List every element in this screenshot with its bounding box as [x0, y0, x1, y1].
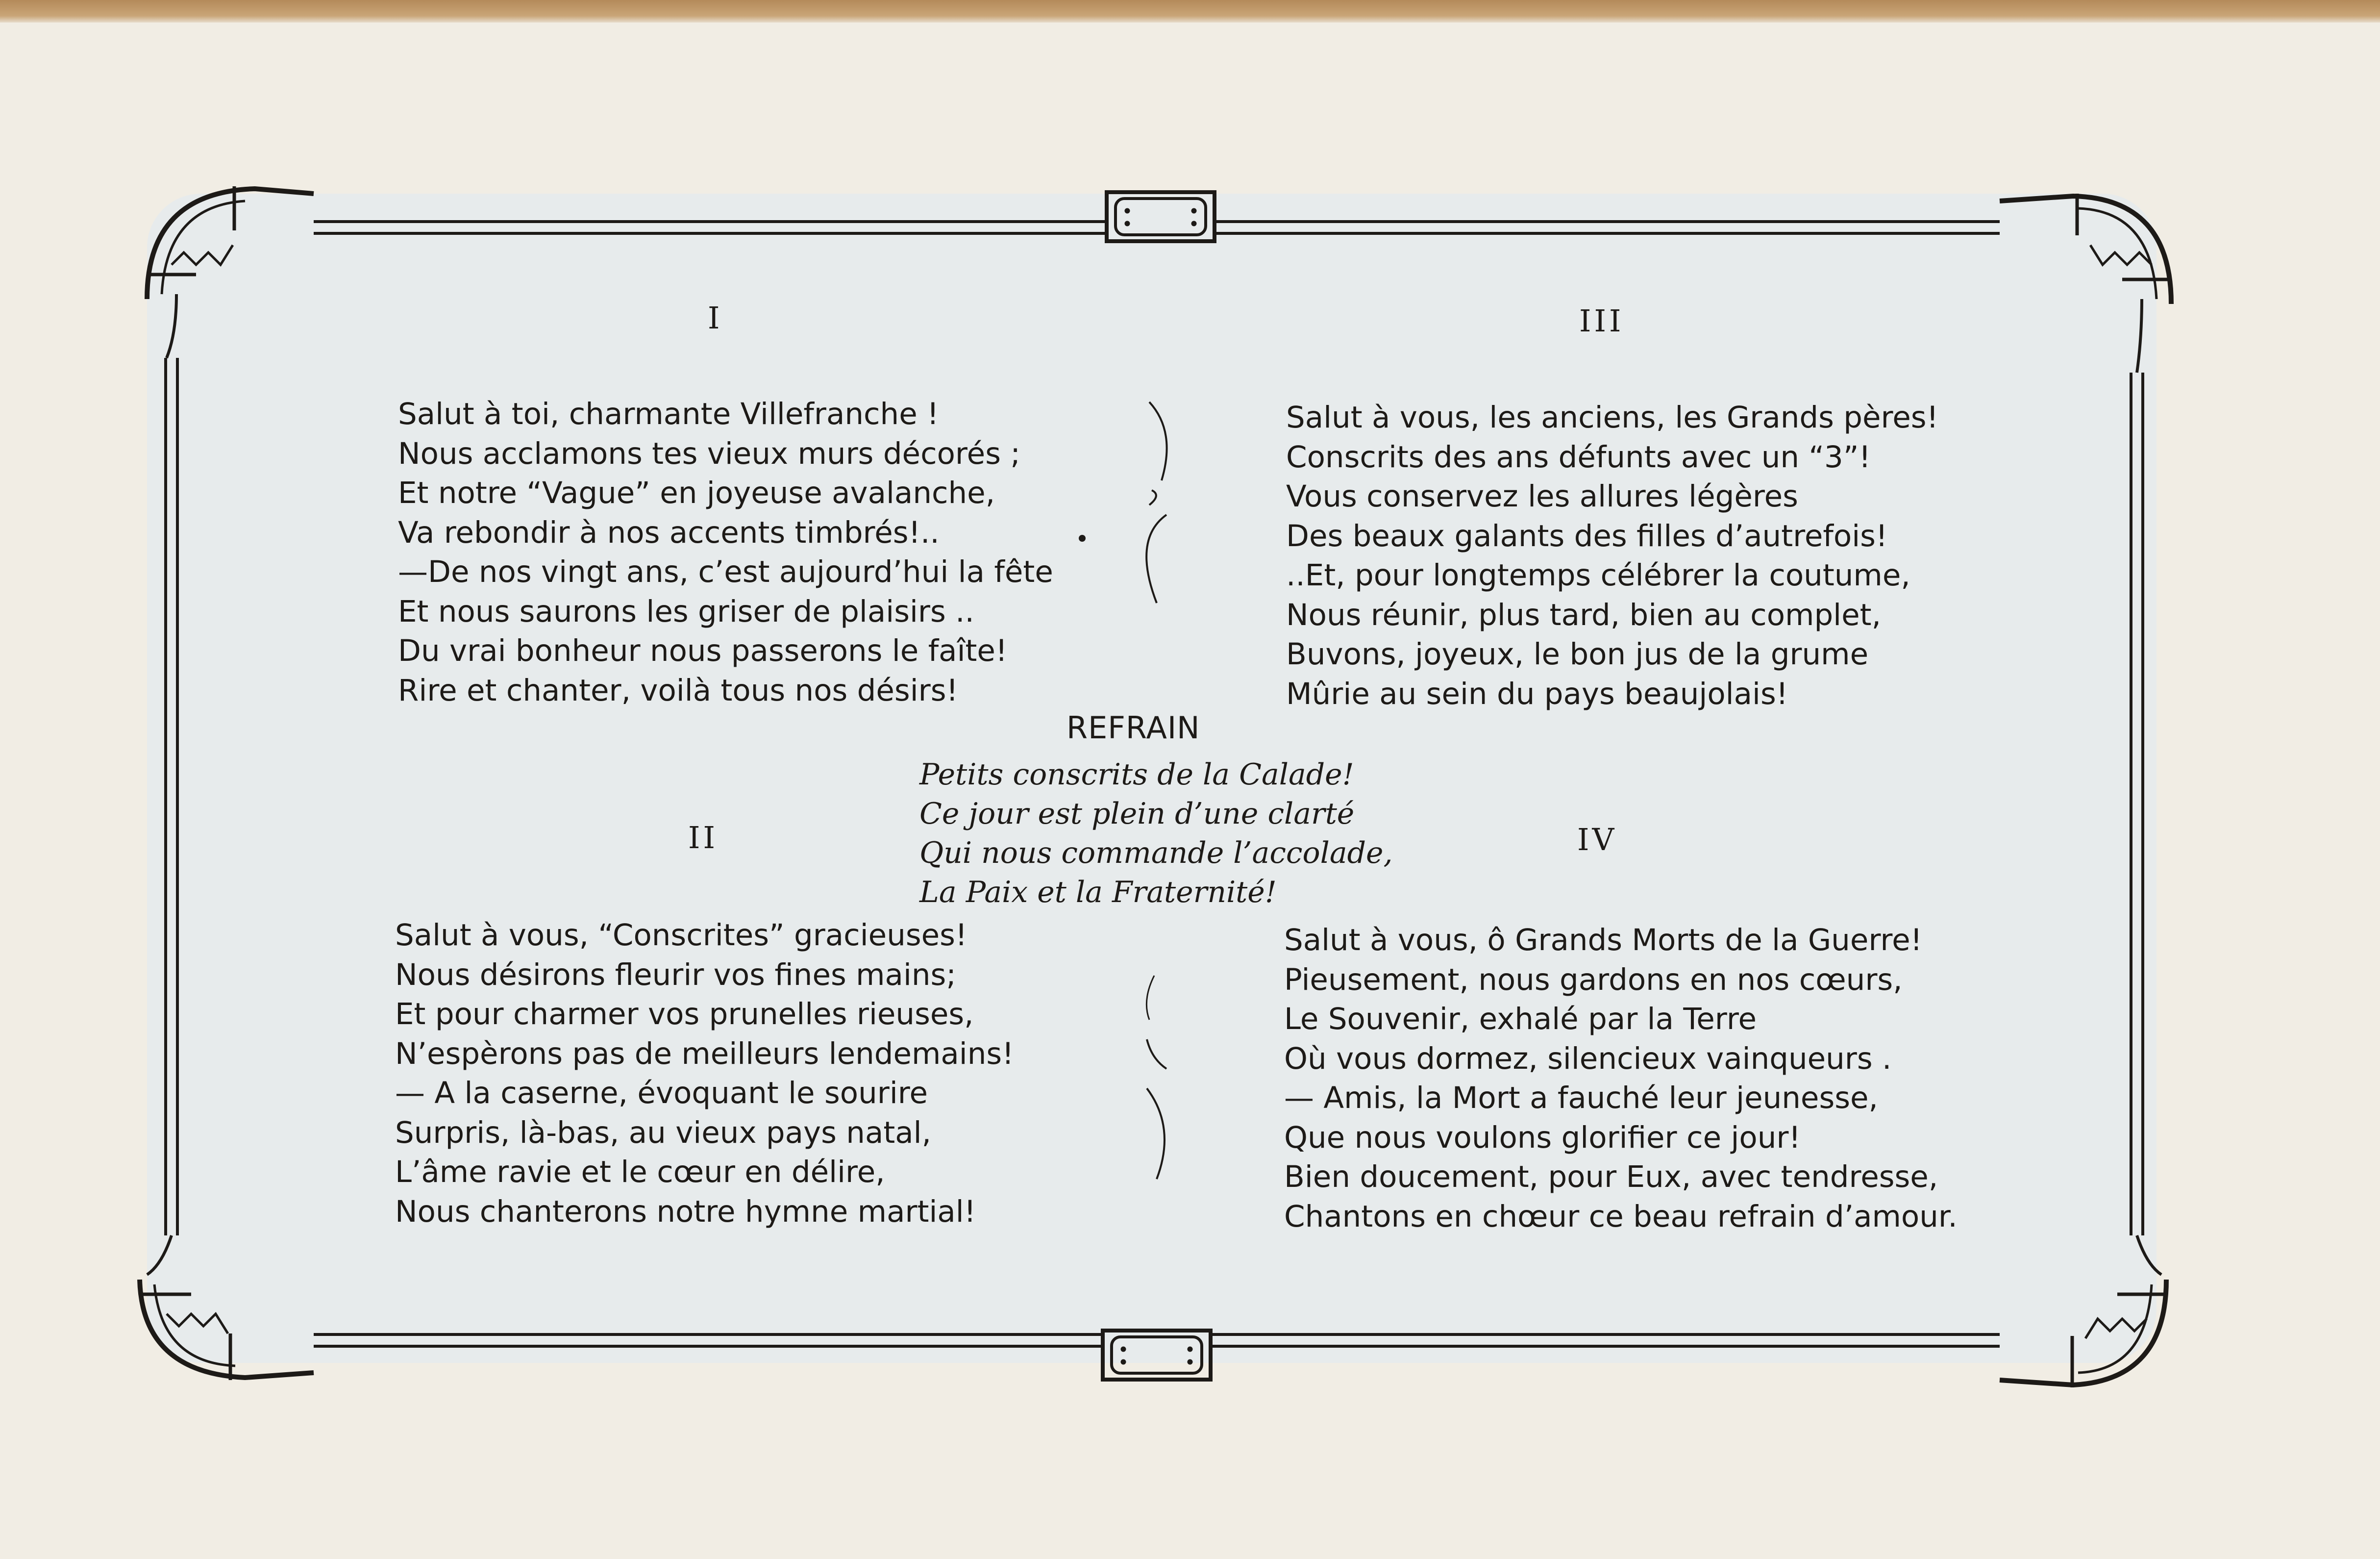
refrain-title: REFRAIN	[1066, 710, 1200, 746]
stanza-line: N’espèrons pas de meilleurs lendemains!	[395, 1036, 1014, 1071]
stanza-line: Va rebondir à nos accents timbrés!..	[398, 515, 940, 550]
stanza-line: Pieusement, nous gardons en nos cœurs,	[1284, 962, 1903, 997]
stanza-line: ..Et, pour longtemps célébrer la coutume,	[1286, 558, 1910, 593]
stanza-i-numeral: I	[708, 300, 723, 336]
stanza-i	[398, 395, 1053, 710]
stanza-line: Salut à vous, les anciens, les Grands pères!	[1286, 400, 1939, 435]
stanza-line: Et notre “Vague” en joyeuse avalanche,	[398, 476, 995, 510]
stanza-line: Et nous saurons les griser de plaisirs ..	[398, 594, 974, 629]
stanza-line: Bien doucement, pour Eux, avec tendresse,	[1284, 1159, 1938, 1194]
stanza-iii	[1286, 398, 1938, 714]
stanza-line: Nous réunir, plus tard, bien au complet,	[1286, 597, 1881, 632]
stanza-line: Salut à vous, ô Grands Morts de la Guerre!	[1284, 923, 1923, 957]
stanza-line: Nous chanterons notre hymne martial!	[395, 1194, 976, 1229]
stanza-iv	[1284, 921, 1958, 1236]
stanza-line: — Amis, la Mort a fauché leur jeunesse,	[1284, 1081, 1878, 1115]
stanza-ii	[395, 916, 1014, 1232]
stanza-line: Nous désirons fleurir vos fines mains;	[395, 957, 956, 992]
stanza-line: Surpris, là-bas, au vieux pays natal,	[395, 1115, 931, 1150]
stanza-line: Vous conservez les allures légères	[1286, 479, 1798, 514]
stanza-line: Mûrie au sein du pays beaujolais!	[1286, 676, 1788, 711]
stanza-line: Nous acclamons tes vieux murs décorés ;	[398, 436, 1020, 471]
stanza-line: Buvons, joyeux, le bon jus de la grume	[1286, 637, 1869, 672]
stanza-line: — A la caserne, évoquant le sourire	[395, 1076, 928, 1110]
stanza-iv-numeral: IV	[1577, 822, 1617, 857]
refrain	[919, 755, 1393, 912]
stanza-line: Du vrai bonheur nous passerons le faîte!	[398, 633, 1008, 668]
refrain-line: Petits conscrits de la Calade!	[919, 757, 1354, 792]
refrain-line: La Paix et la Fraternité!	[919, 875, 1277, 909]
stanza-line: Salut à toi, charmante Villefranche !	[398, 397, 939, 431]
stanza-line: Où vous dormez, silencieux vainqueurs .	[1284, 1041, 1892, 1076]
stanza-ii-numeral: II	[688, 820, 718, 855]
stanza-line: Salut à vous, “Conscrites” gracieuses!	[395, 918, 967, 953]
stanza-line: Conscrits des ans défunts avec un “3”!	[1286, 439, 1871, 475]
stanza-line: Rire et chanter, voilà tous nos désirs!	[398, 673, 958, 708]
stanza-line: Et pour charmer vos prunelles rieuses,	[395, 997, 974, 1031]
stanza-line: L’âme ravie et le cœur en délire,	[395, 1155, 885, 1189]
stanza-line: Des beaux galants des filles d’autrefois!	[1286, 518, 1888, 553]
refrain-line: Ce jour est plein d’une clarté	[919, 797, 1355, 831]
stanza-line: Le Souvenir, exhalé par la Terre	[1284, 1002, 1757, 1036]
stanza-line: —De nos vingt ans, c’est aujourd’hui la fête	[398, 554, 1053, 589]
stanza-line: Que nous voulons glorifier ce jour!	[1284, 1120, 1801, 1155]
stanza-iii-numeral: III	[1579, 303, 1624, 339]
refrain-line: Qui nous commande l’accolade,	[919, 836, 1393, 870]
stanza-line: Chantons en chœur ce beau refrain d’amour.	[1284, 1199, 1958, 1234]
